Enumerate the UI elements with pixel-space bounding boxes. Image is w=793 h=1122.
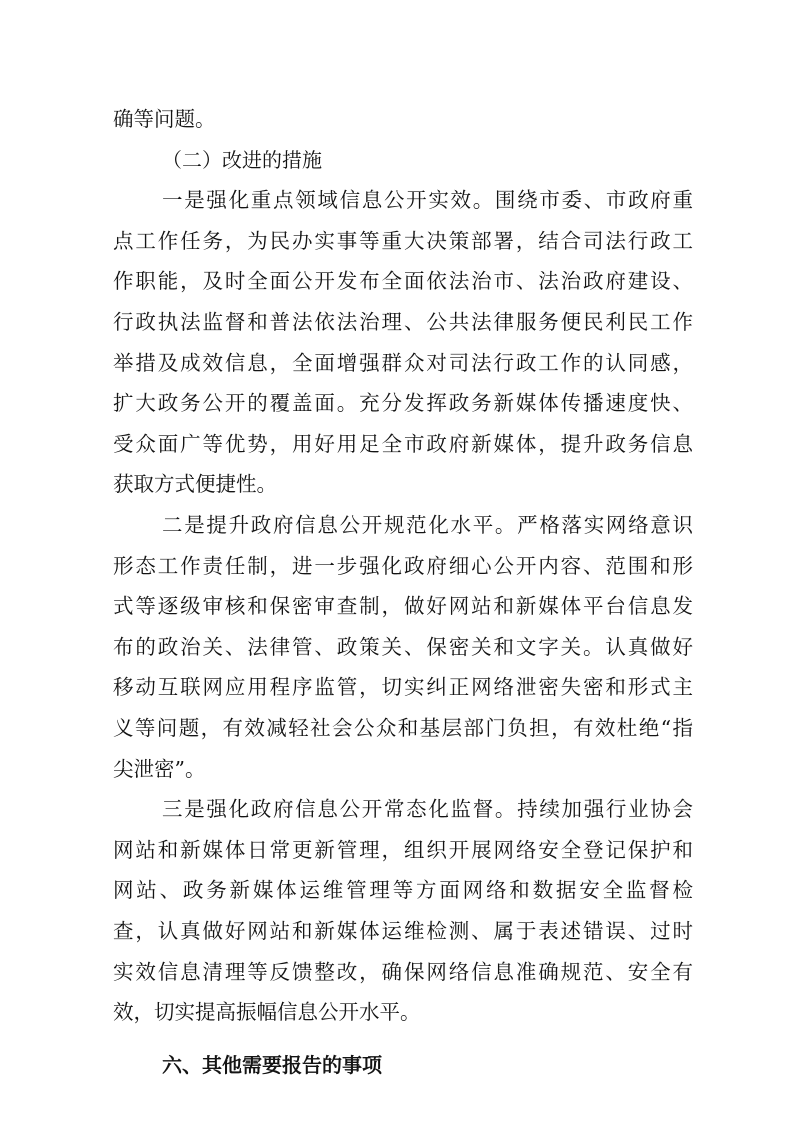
paragraph-1-line: 一是强化重点领域信息公开实效。围绕市委、市政府重 xyxy=(162,188,693,213)
paragraph-3-line: 三是强化政府信息公开常态化监督。持续加强行业协会 xyxy=(162,797,693,822)
paragraph-2-line: 移动互联网应用程序监管，切实纠正网络泄密失密和形式主 xyxy=(113,675,693,700)
paragraph-3-line: 查，认真做好网站和新媒体运维检测、属于表述错误、过时 xyxy=(113,919,693,943)
paragraph-1-line: 扩大政务公开的覆盖面。充分发挥政务新媒体传播速度快、 xyxy=(113,391,693,416)
paragraph-3-line: 网站和新媒体日常更新管理，组织开展网络安全登记保护和 xyxy=(113,837,693,862)
subsection-title: （二）改进的措施 xyxy=(162,147,322,172)
paragraph-2-line: 二是提升政府信息公开规范化水平。严格落实网络意识 xyxy=(162,513,693,537)
paragraph-3-line: 实效信息清理等反馈整改，确保网络信息准确规范、安全有 xyxy=(113,959,693,984)
paragraph-1-line: 点工作任务，为民办实事等重大决策部署，结合司法行政工 xyxy=(113,228,693,253)
paragraph-1-line: 作职能，及时全面公开发布全面依法治市、法治政府建设、 xyxy=(113,269,693,294)
paragraph-2-line: 式等逐级审核和保密审查制，做好网站和新媒体平台信息发 xyxy=(113,594,693,619)
paragraph-1-line: 行政执法监督和普法依法治理、公共法律服务便民利民工作 xyxy=(113,310,693,334)
paragraph-1-line: 举措及成效信息，全面增强群众对司法行政工作的认同感， xyxy=(113,350,693,375)
paragraph-3-line: 效，切实提高振幅信息公开水平。 xyxy=(113,1000,421,1025)
paragraph-2-line: 形态工作责任制，进一步强化政府细心公开内容、范围和形 xyxy=(113,553,693,578)
section-heading: 六、其他需要报告的事项 xyxy=(162,1052,382,1077)
paragraph-2-line: 义等问题，有效减轻社会公众和基层部门负担，有效杜绝“指 xyxy=(113,716,693,740)
paragraph-2-line: 布的政治关、法律管、政策关、保密关和文字关。认真做好 xyxy=(113,634,693,659)
paragraph-continuation: 确等问题。 xyxy=(113,107,216,131)
paragraph-1-line: 获取方式便捷性。 xyxy=(113,472,277,497)
paragraph-3-line: 网站、政务新媒体运维管理等方面网络和数据安全监督检 xyxy=(113,878,693,903)
paragraph-2-line: 尖泄密”。 xyxy=(113,756,206,781)
paragraph-1-line: 受众面广等优势，用好用足全市政府新媒体，提升政务信息 xyxy=(113,431,693,456)
